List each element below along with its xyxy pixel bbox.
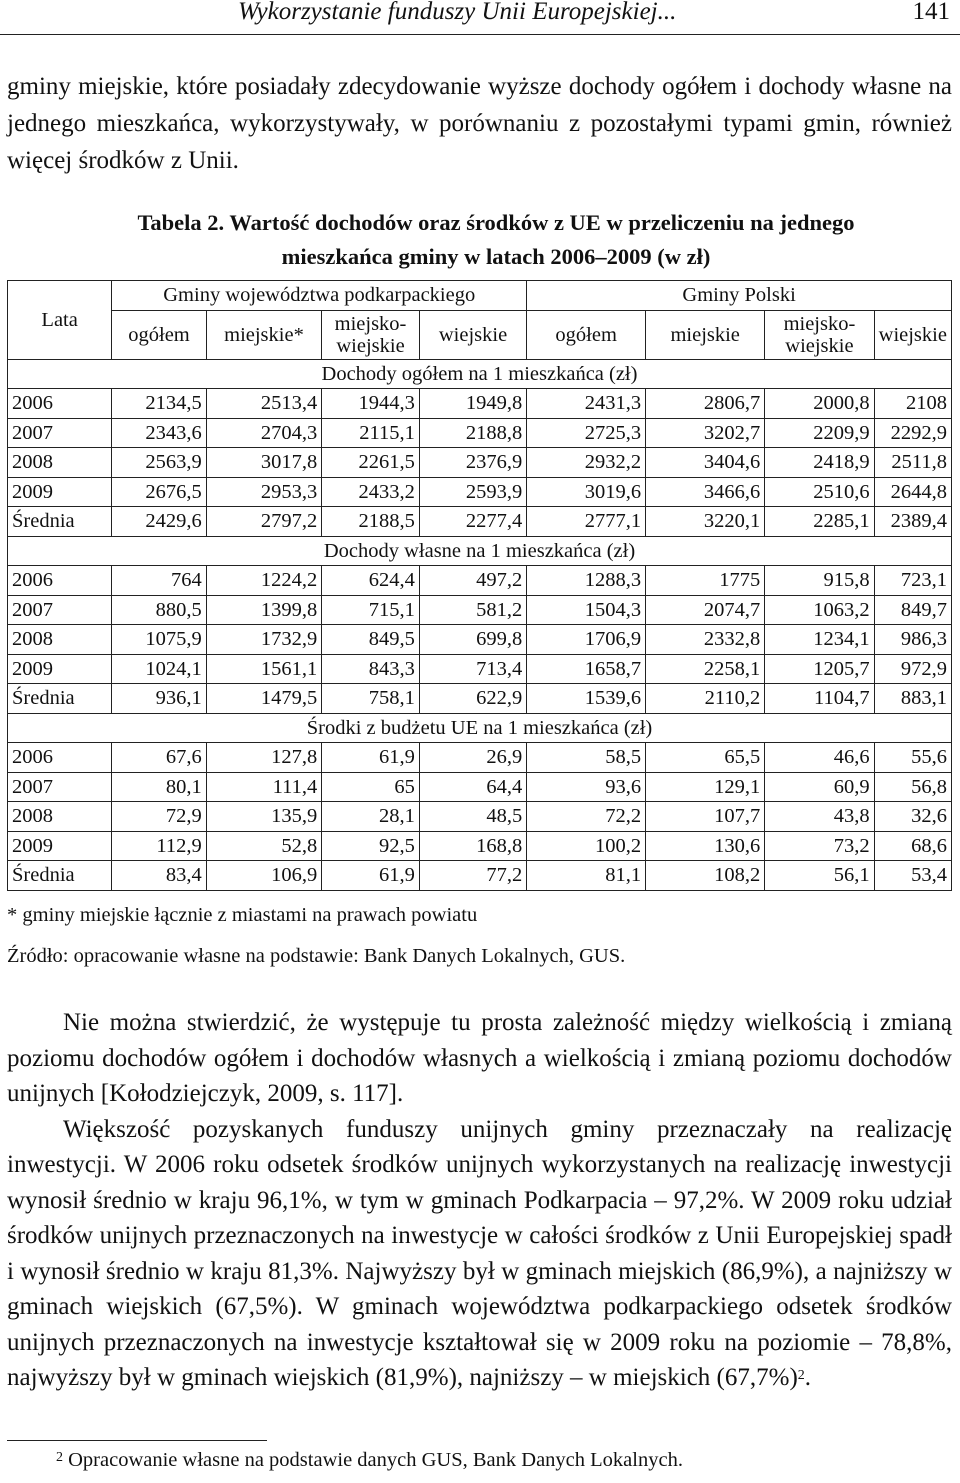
footnote-divider [7,1440,267,1441]
table-row [8,566,952,596]
table-cell: 28,1 [322,802,420,832]
table-cell: 56,1 [765,861,874,891]
table-cell: 2593,9 [419,477,526,507]
table-cell: 2953,3 [206,477,321,507]
body-paragraph-2: Większość pozyskanych funduszy unijnych gminy przeznaczały na realizację inwestycji. W 2006 roku odsetek środków unijnych wykorzystanych na realizację inwestycji wynosił średnio w kraju 96,1%, w tym w gminach Podkarpacia – 97,2%. W 2009 roku udział środków unijnych przeznaczonych na inwestycje w całości środków z Unii Europejskiej spadł i wynosił średnio w kraju 81,3%. Najwyższy był w gminach miejskich (86,9%), a najniższy w gminach wiejskich (67,5%). W gminach województwa podkarpackiego odsetek środków unijnych przeznaczonych na inwestycje kształtował się w 2009 roku na poziomie – 78,8%, najwyższy był w gminach wiejskich (81,9%), najniższy – w miejskich $(67,7\%)^2$. [7,1115,952,1391]
table-cell: 1949,8 [419,389,526,419]
table-cell: 1658,7 [527,654,646,684]
table-cell: 93,6 [527,772,646,802]
footnote-reference: 2 [797,1368,805,1383]
row-year: 2008 [8,448,112,478]
col-header-lata: Lata [8,281,112,360]
table-cell: 2258,1 [646,654,765,684]
table-cell: 2644,8 [874,477,951,507]
table-cell: 127,8 [206,743,321,773]
table-cell: 2108 [874,389,951,419]
row-year: 2009 [8,831,112,861]
table-cell: 2376,9 [419,448,526,478]
table-cell: 26,9 [419,743,526,773]
table-cell: 2806,7 [646,389,765,419]
table-caption [56,206,936,274]
col-header-miejskie: miejskie [646,310,765,359]
table-cell: 2343,6 [112,418,206,448]
table-cell: 2510,6 [765,477,874,507]
table-cell: 2277,4 [419,507,526,537]
table-cell: 60,9 [765,772,874,802]
table-cell: 72,2 [527,802,646,832]
table-cell: 2418,9 [765,448,874,478]
table-cell: 65,5 [646,743,765,773]
table-cell: 64,4 [419,772,526,802]
footnote-marker: 2 [56,1450,63,1465]
table-cell: 764 [112,566,206,596]
table-cell: 849,7 [874,595,951,625]
table-cell: 55,6 [874,743,951,773]
table-cell: 2292,9 [874,418,951,448]
table-cell: 67,6 [112,743,206,773]
table-cell: 843,3 [322,654,420,684]
table-cell: 883,1 [874,684,951,714]
table-cell: 2932,2 [527,448,646,478]
table-row [8,625,952,655]
table-body [8,359,952,890]
table-cell: 715,1 [322,595,420,625]
table-cell: 723,1 [874,566,951,596]
table-row [8,477,952,507]
col-header-miejsko-wiejskie: miejsko- wiejskie [322,310,420,359]
col-header-ogolem: ogółem [527,310,646,359]
table-cell: 106,9 [206,861,321,891]
table-cell: 2433,2 [322,477,420,507]
table-cell: 880,5 [112,595,206,625]
table-cell: 92,5 [322,831,420,861]
section-title: Środki z budżetu UE na 1 mieszkańca (zł) [8,713,952,743]
running-title: Wykorzystanie funduszy Unii Europejskiej... [238,0,677,25]
table-cell: 46,6 [765,743,874,773]
row-year: 2008 [8,802,112,832]
row-year: 2009 [8,654,112,684]
table-cell: 80,1 [112,772,206,802]
row-year: Średnia [8,861,112,891]
table-cell: 168,8 [419,831,526,861]
table-cell: 2704,3 [206,418,321,448]
table-cell: 3404,6 [646,448,765,478]
table-cell: 2110,2 [646,684,765,714]
table-cell: 699,8 [419,625,526,655]
table-cell: 1561,1 [206,654,321,684]
table-cell: 1479,5 [206,684,321,714]
table-cell: 3466,6 [646,477,765,507]
table-cell: 2074,7 [646,595,765,625]
table-row [8,418,952,448]
row-year: 2007 [8,418,112,448]
table-row [8,389,952,419]
table-cell: 135,9 [206,802,321,832]
table-cell: 52,8 [206,831,321,861]
table-caption-line1: Wartość dochodów oraz środków z UE w przeliczeniu na jednego [229,210,855,235]
section-header-row [8,713,952,743]
table-cell: 108,2 [646,861,765,891]
section-title: Dochody własne na 1 mieszkańca (zł) [8,536,952,566]
table-cell: 1706,9 [527,625,646,655]
table-cell: 68,6 [874,831,951,861]
table-cell: 53,4 [874,861,951,891]
table-cell: 622,9 [419,684,526,714]
page-number: 141 [912,0,950,25]
table-cell: 2332,8 [646,625,765,655]
row-year: 2006 [8,389,112,419]
table-row [8,448,952,478]
table-cell: 111,4 [206,772,321,802]
table-row [8,831,952,861]
row-year: Średnia [8,507,112,537]
table-cell: 2115,1 [322,418,420,448]
col-group-polska: Gminy Polski [527,281,952,311]
table-cell: 1539,6 [527,684,646,714]
table-note-source: Źródło: opracowanie własne na podstawie: Bank Danych Lokalnych, GUS. [7,945,626,967]
table-cell: 2000,8 [765,389,874,419]
table-cell: 2511,8 [874,448,951,478]
table-cell: 1944,3 [322,389,420,419]
page-header [0,0,960,35]
table-cell: 2429,6 [112,507,206,537]
intro-paragraph: gminy miejskie, które posiadały zdecydowanie wyższe dochody ogółem i dochody własne na jednego mieszkańca, wykorzystywały, w porównaniu z pozostałymi typami gmin, również więcej środków z Unii. [7,73,952,174]
col-header-miejskie: miejskie* [206,310,321,359]
table-cell: 56,8 [874,772,951,802]
footnote [56,1448,683,1472]
table-cell: 83,4 [112,861,206,891]
table-cell: 2261,5 [322,448,420,478]
table-cell: 2188,5 [322,507,420,537]
table-cell: 1224,2 [206,566,321,596]
table-row [8,595,952,625]
section-header-row [8,536,952,566]
table-cell: 32,6 [874,802,951,832]
table-cell: 986,3 [874,625,951,655]
table-cell: 1504,3 [527,595,646,625]
table-cell: 2209,9 [765,418,874,448]
section-header-row [8,359,952,389]
table-cell: 58,5 [527,743,646,773]
table-cell: 758,1 [322,684,420,714]
table-cell: 936,1 [112,684,206,714]
table-cell: 2725,3 [527,418,646,448]
table-cell: 77,2 [419,861,526,891]
table-cell: 72,9 [112,802,206,832]
table-cell: 972,9 [874,654,951,684]
table-row [8,743,952,773]
table-cell: 2134,5 [112,389,206,419]
section-title: Dochody ogółem na 1 mieszkańca (zł) [8,359,952,389]
table-cell: 497,2 [419,566,526,596]
table-cell: 1104,7 [765,684,874,714]
table-caption-label: Tabela 2. [137,210,225,235]
body-paragraph-1: Nie można stwierdzić, że występuje tu prosta zależność między wielkością i zmianą poziomu dochodów ogółem i dochodów własnych a wielkością i zmianą poziomu dochodów unijnych [Kołodziejczyk, 2009, s. 117]. [7,1009,952,1107]
table-cell: 2431,3 [527,389,646,419]
table-cell: 1024,1 [112,654,206,684]
table-cell: 915,8 [765,566,874,596]
table-cell: 81,1 [527,861,646,891]
table-cell: 61,9 [322,743,420,773]
table-header-row-1 [8,281,952,311]
table-cell: 1234,1 [765,625,874,655]
table-row [8,684,952,714]
table-cell: 3220,1 [646,507,765,537]
table-cell: 2188,8 [419,418,526,448]
table-cell: 2513,4 [206,389,321,419]
table-cell: 1063,2 [765,595,874,625]
table-cell: 1399,8 [206,595,321,625]
table-cell: 2285,1 [765,507,874,537]
table-cell: 2563,9 [112,448,206,478]
col-header-wiejskie: wiejskie [874,310,951,359]
table-cell: 1775 [646,566,765,596]
table-cell: 1205,7 [765,654,874,684]
body-text [7,1005,952,1396]
table-row [8,772,952,802]
table-cell: 112,9 [112,831,206,861]
table-note-asterisk: * gminy miejskie łącznie z miastami na prawach powiatu [7,904,478,926]
table-caption-line2: mieszkańca gminy w latach 2006–2009 (w zł) [281,244,711,269]
table-cell: 713,4 [419,654,526,684]
table-cell: 3202,7 [646,418,765,448]
table-header-row-2 [8,310,952,359]
row-year: 2008 [8,625,112,655]
table-cell: 2389,4 [874,507,951,537]
row-year: Średnia [8,684,112,714]
table-cell: 2777,1 [527,507,646,537]
table-cell: 3019,6 [527,477,646,507]
table-cell: 48,5 [419,802,526,832]
col-header-miejsko-wiejskie: miejsko- wiejskie [765,310,874,359]
row-year: 2006 [8,743,112,773]
table-row [8,861,952,891]
row-year: 2009 [8,477,112,507]
table-cell: 100,2 [527,831,646,861]
table-cell: 581,2 [419,595,526,625]
table-cell: 65 [322,772,420,802]
table-row [8,507,952,537]
table-cell: 43,8 [765,802,874,832]
row-year: 2007 [8,772,112,802]
table-cell: 2797,2 [206,507,321,537]
table-cell: 107,7 [646,802,765,832]
table-cell: 2676,5 [112,477,206,507]
col-group-podkarpackie: Gminy województwa podkarpackiego [112,281,527,311]
footnote-text: Opracowanie własne na podstawie danych GUS, Bank Danych Lokalnych. [68,1449,683,1471]
table-cell: 849,5 [322,625,420,655]
table-cell: 1075,9 [112,625,206,655]
col-header-ogolem: ogółem [112,310,206,359]
table-cell: 1732,9 [206,625,321,655]
table-cell: 624,4 [322,566,420,596]
table-cell: 61,9 [322,861,420,891]
data-table [7,280,952,891]
table-row [8,802,952,832]
row-year: 2006 [8,566,112,596]
table-cell: 73,2 [765,831,874,861]
table-cell: 130,6 [646,831,765,861]
table-cell: 129,1 [646,772,765,802]
col-header-wiejskie: wiejskie [419,310,526,359]
table-row [8,654,952,684]
row-year: 2007 [8,595,112,625]
table-cell: 3017,8 [206,448,321,478]
table-cell: 1288,3 [527,566,646,596]
